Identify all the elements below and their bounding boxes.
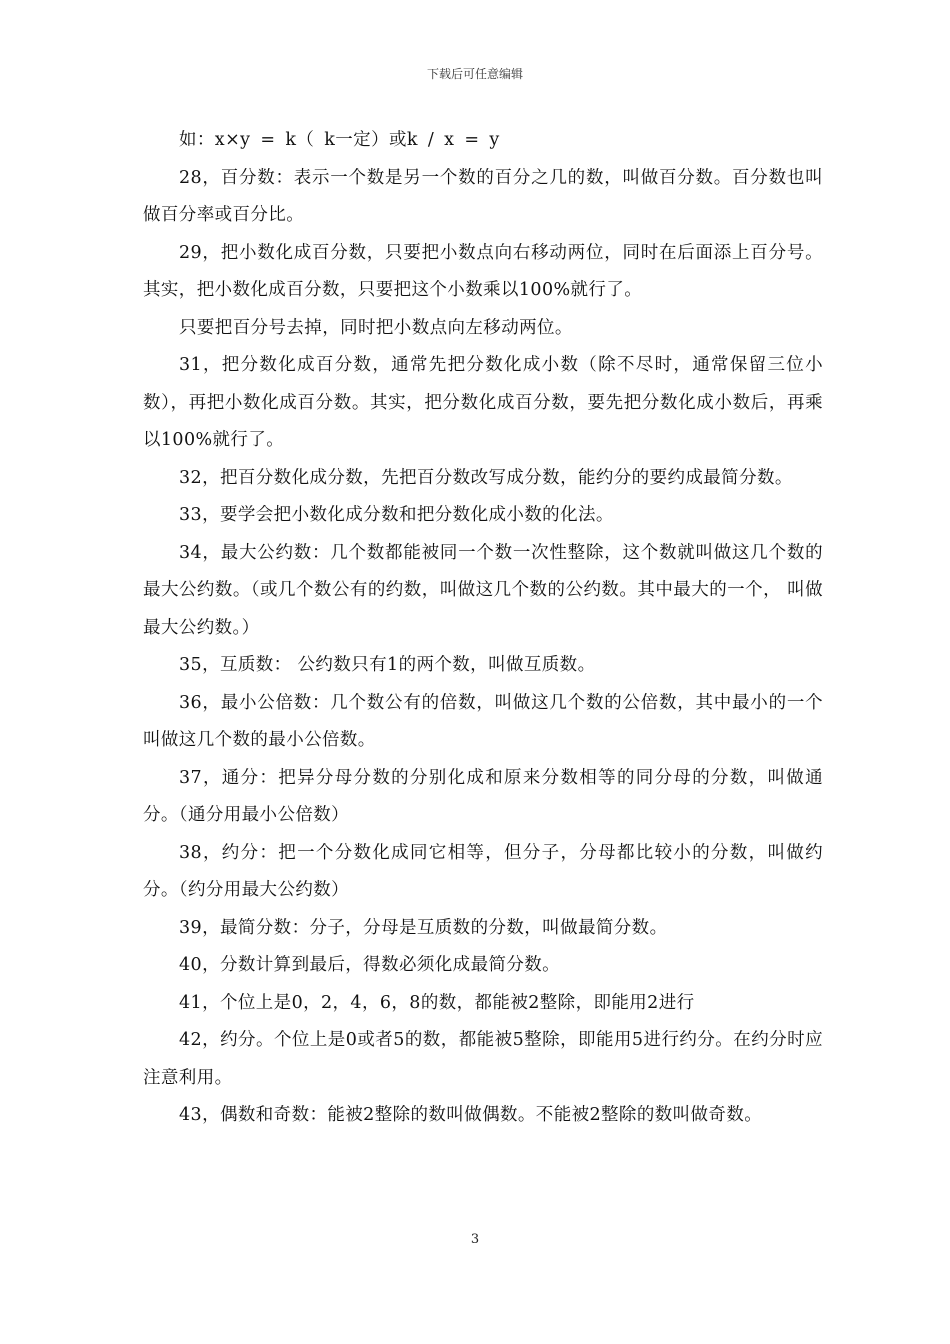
page-number: 3 bbox=[470, 1232, 480, 1247]
paragraph-38: 38，约分：把一个分数化成同它相等，但分子，分母都比较小的分数，叫做约分。（约分用最大公约数） bbox=[143, 842, 823, 900]
paragraph-28: 28，百分数：表示一个数是另一个数的百分之几的数，叫做百分数。百分数也叫做百分率或百分比。 bbox=[143, 167, 823, 225]
paragraph-34: 34，最大公约数：几个数都能被同一个数一次性整除，这个数就叫做这几个数的最大公约数。（或几个数公有的约数，叫做这几个数的公约数。其中最大的一个， 叫做最大公约数。） bbox=[143, 542, 823, 638]
paragraph-30: 只要把百分号去掉，同时把小数点向左移动两位。 bbox=[179, 317, 573, 338]
paragraph-39: 39，最简分数：分子，分母是互质数的分数，叫做最简分数。 bbox=[179, 917, 668, 938]
paragraph-36: 36，最小公倍数：几个数公有的倍数，叫做这几个数的公倍数，其中最小的一个叫做这几个数的最小公倍数。 bbox=[143, 692, 823, 750]
paragraph-41: 41，个位上是0，2，4，6，8的数，都能被2整除，即能用2进行 bbox=[179, 992, 695, 1013]
paragraph-37: 37，通分：把异分母分数的分别化成和原来分数相等的同分母的分数，叫做通分。（通分用最小公倍数） bbox=[143, 767, 823, 825]
paragraph-43: 43，偶数和奇数：能被2整除的数叫做偶数。不能被2整除的数叫做奇数。 bbox=[179, 1105, 763, 1125]
paragraph-42: 42，约分。个位上是0或者5的数，都能被5整除，即能用5进行约分。在约分时应注意利用。 bbox=[143, 1030, 823, 1088]
paragraph-31: 31，把分数化成百分数，通常先把分数化成小数（除不尽时，通常保留三位小数），再把小数化成百分数。其实，把分数化成百分数，要先把分数化成小数后，再乘以100%就行了。 bbox=[143, 355, 823, 450]
paragraph-35: 35，互质数： 公约数只有1的两个数，叫做互质数。 bbox=[179, 655, 596, 675]
paragraph-formula: 如：x×y = k（ k一定）或k / x = y bbox=[179, 130, 500, 150]
paragraph-33: 33，要学会把小数化成分数和把分数化成小数的化法。 bbox=[179, 505, 614, 525]
paragraph-29: 29，把小数化成百分数，只要把小数点向右移动两位，同时在后面添上百分号。其实，把小数化成百分数，只要把这个小数乘以100%就行了。 bbox=[143, 242, 823, 300]
paragraph-32: 32，把百分数化成分数，先把百分数改写成分数，能约分的要约成最简分数。 bbox=[179, 467, 793, 488]
page-header: 下载后可任意编辑 bbox=[426, 67, 523, 81]
paragraph-40: 40，分数计算到最后，得数必须化成最简分数。 bbox=[179, 955, 561, 975]
document-body bbox=[143, 122, 823, 1135]
